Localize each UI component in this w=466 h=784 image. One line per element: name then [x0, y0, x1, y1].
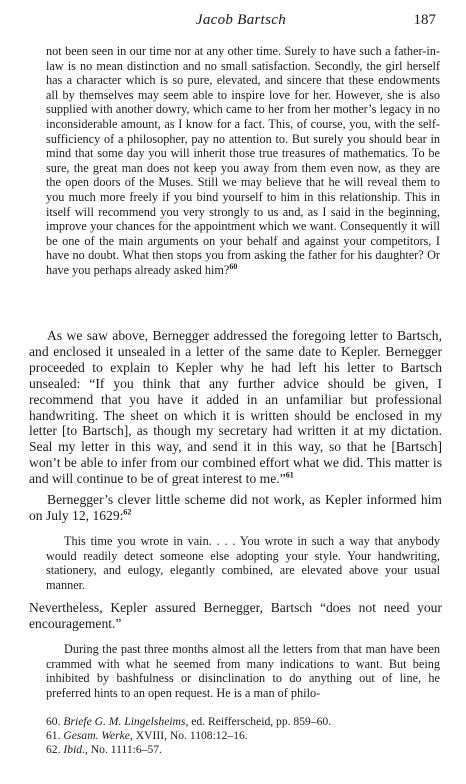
footnote-ref-60: 60	[229, 261, 238, 271]
footnote-number: 61.	[46, 729, 61, 742]
block-quote-text: This time you wrote in vain. . . . You wrote in such a way that anybody would readily detect someone else adopting your style. Your handwriting, stationery, and eulogy, elegantly combined, are elevated above your usual manner.	[46, 534, 440, 592]
body-paragraph-bernegger	[29, 328, 442, 487]
block-quote-text: During the past three months almost all the letters from that man have been crammed with what he seemed from many indications to want. But being inhibited by bashfulness or disinclination to do anything out of line, he preferred hints to an open request. He is a man of philo-	[46, 642, 440, 700]
page-header	[46, 12, 436, 32]
footnote-ref-61: 61	[285, 470, 294, 480]
paragraph-text: Bernegger’s clever little scheme did not work, as Kepler informed him on July 12, 1629:	[29, 492, 442, 523]
page-number: 187	[413, 12, 436, 28]
paragraph-text: Nevertheless, Kepler assured Bernegger, Bartsch “does not need your encouragement.”	[29, 600, 442, 631]
footnote-number: 60.	[46, 715, 61, 728]
footnote-title: Ibid.,	[63, 743, 88, 756]
footnote-title: Briefe G. M. Lingelsheims,	[63, 715, 189, 728]
footnote-ref-62: 62	[123, 507, 132, 517]
footnote-text: ed. Reifferscheid, pp. 859–60.	[188, 715, 332, 728]
footnote-62	[46, 743, 442, 757]
block-quote-kepler-reply	[46, 534, 440, 592]
body-paragraph-scheme	[29, 492, 442, 524]
footnotes	[46, 715, 442, 757]
block-quote-three-months	[46, 642, 440, 700]
footnote-number: 62.	[46, 743, 61, 756]
paragraph-text: As we saw above, Bernegger addressed the foregoing letter to Bartsch, and enclosed it unsealed in a letter of the same date to Kepler. Bernegger proceeded to explain to Kepler why he had left his letter to Bartsch unsealed: “If you think that any further advice should be given, I recommend that you have it added in an unfamiliar but professional handwriting. The sheet on which it is written should be enclosed in my letter [to Bartsch], as though my secretary had written it at my dictation. Seal my letter in this way, and send it in this way, so that he [Bartsch] won’t be able to infer from our combined effort what we did. This matter is and will continue to be of great interest to me.”	[29, 328, 442, 487]
footnote-61	[46, 729, 442, 743]
footnote-text: XVIII, No. 1108:12–16.	[132, 729, 248, 742]
footnote-text: No. 1111:6–57.	[87, 743, 162, 756]
block-quote-letter	[46, 44, 440, 278]
footnote-60	[46, 715, 442, 729]
running-title: Jacob Bartsch	[195, 12, 287, 28]
body-paragraph-assurance	[29, 600, 442, 632]
block-quote-text: not been seen in our time nor at any other time. Surely to have such a father-in-law is no mean distinction and no small satisfaction. Secondly, the girl herself has a character which is so pure, elevated, and sincere that these endowments all by themselves may seem able to inspire love for her. However, she is also supplied with another dowry, which came to her from her mother’s legacy in no inconsiderable amount, as I know for a fact. This, of course, you, with the self-sufficiency of a philosopher, pay no attention to. But surely you should bear in mind that some day you will inherit those true treasures of mathematics. To be sure, the great man does not keep you away from them even now, as they are the open doors of the Muses. Still we may believe that he will reveal them to you much more freely if you bind yourself to him in this relationship. This in itself will recommend you very strongly to us and, as I said in the beginning, improve your chances for the appointment which we want. Consequently it will be one of the main arguments on your behalf and against your competitors, I have no doubt. What then stops you from asking the father for his daughter? Or have you perhaps already asked him?	[46, 44, 440, 277]
footnote-title: Gesam. Werke,	[63, 729, 133, 742]
